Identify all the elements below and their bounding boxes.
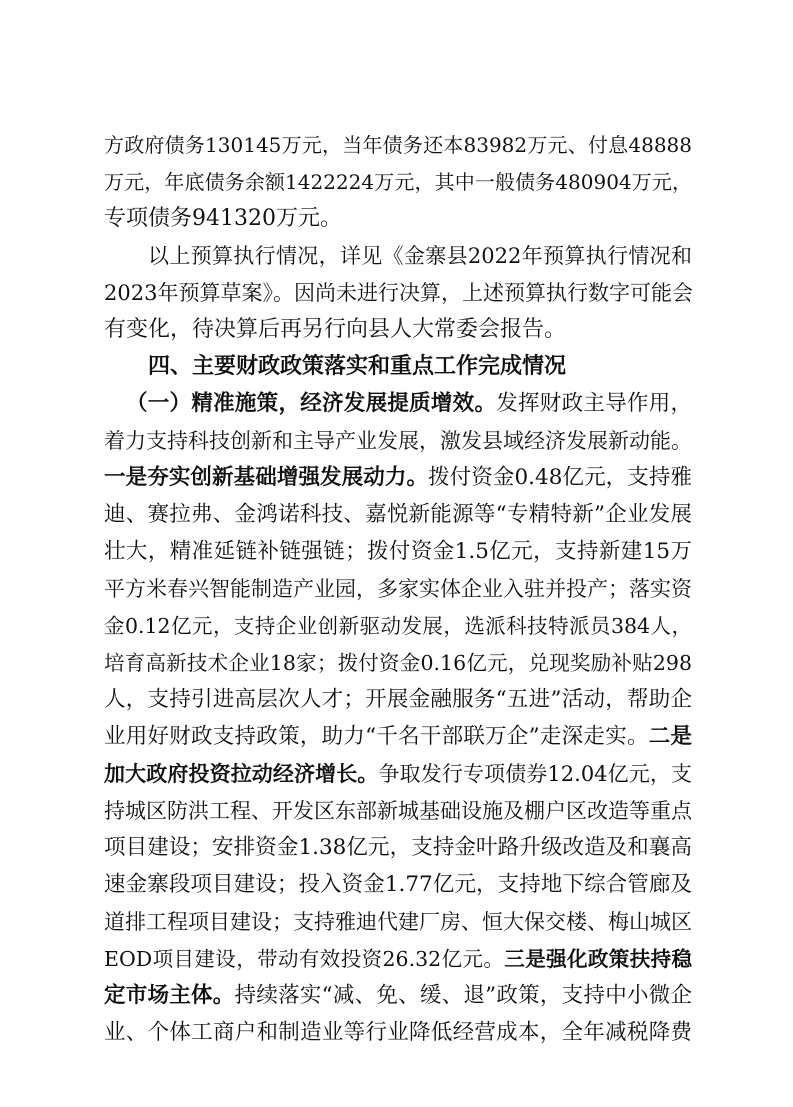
- text-run: 迪、赛拉弗、金鸿诺科技、嘉悦新能源等“专精特新”企业发展: [104, 502, 692, 527]
- text-run: 专项债务941320万元。: [104, 206, 342, 231]
- bold-run: 一是夯实创新基础增强发展动力。: [104, 465, 429, 490]
- text-run: 持城区防洪工程、开发区东部新城基础设施及棚户区改造等重点: [104, 799, 692, 823]
- text-line: [104, 204, 692, 234]
- text-line: [104, 315, 692, 345]
- text-run: 以上预算执行情况，详见《金寨县2022年预算执行情况和: [148, 244, 692, 268]
- text-line: [104, 537, 692, 567]
- text-line: [104, 981, 692, 1011]
- text-run: 拨付资金0.48亿元，支持雅: [428, 465, 692, 490]
- text-run: 业用好财政支持政策，助力“千名干部联万企”走深走实。: [104, 724, 649, 749]
- text-line: [104, 870, 692, 900]
- text-line: [104, 426, 692, 456]
- text-run: 着力支持科技创新和主导产业发展，激发县域经济发展新动能。: [104, 429, 692, 453]
- bold-run: 定市场主体。: [104, 983, 235, 1008]
- text-run: 方政府债务130145万元，当年债务还本83982万元、付息48888: [104, 133, 692, 157]
- text-line: [104, 278, 692, 308]
- text-line: [104, 611, 692, 641]
- text-run: 万元，年底债务余额1422224万元，其中一般债务480904万元，: [104, 170, 692, 194]
- text-run: 壮大，精准延链补链强链；拨付资金1.5亿元，支持新建15万: [104, 539, 692, 564]
- text-line: [104, 907, 692, 937]
- bold-run: （一）精准施策，经济发展提质增效。: [126, 391, 497, 416]
- text-run: EOD项目建设，带动有效投资26.32亿元。: [104, 947, 505, 971]
- heading-text: 四、主要财政政策落实和重点工作完成情况: [148, 354, 567, 379]
- text-line: [104, 463, 692, 493]
- text-run: 道排工程项目建设；支持雅迪代建厂房、恒大保交楼、梅山城区: [104, 910, 692, 934]
- bold-run: 三是强化政策扶持稳: [504, 947, 692, 971]
- text-run: 持续落实“减、免、缓、退”政策，支持中小微企: [234, 983, 692, 1008]
- text-line: [104, 648, 692, 678]
- text-line: [104, 833, 692, 863]
- text-line: [104, 796, 692, 826]
- text-run: 项目建设；安排资金1.38亿元，支持金叶路升级改造及和襄高: [104, 835, 692, 860]
- text-run: 人，支持引进高层次人才；开展金融服务“五进”活动，帮助企: [104, 687, 692, 712]
- text-line: [104, 574, 692, 604]
- paragraph-first-line: [148, 241, 692, 271]
- text-line: [104, 1018, 692, 1048]
- text-line: [104, 130, 692, 160]
- text-line: [104, 685, 692, 715]
- bold-run: 加大政府投资拉动经济增长。: [104, 762, 379, 786]
- text-line: [104, 722, 692, 752]
- text-run: 争取发行专项债券12.04亿元，支: [378, 762, 692, 786]
- text-line: [104, 759, 692, 789]
- text-run: 培育高新技术企业18家；拨付资金0.16亿元，兑现奖励补贴298: [104, 651, 692, 675]
- section-heading: [148, 352, 692, 382]
- text-line: [104, 167, 692, 197]
- text-line: [104, 944, 692, 974]
- text-run: 业、个体工商户和制造业等行业降低经营成本，全年减税降费: [104, 1020, 692, 1045]
- text-run: 平方米春兴智能制造产业园，多家实体企业入驻并投产；落实资: [104, 577, 692, 601]
- paragraph-first-line: [126, 389, 692, 419]
- text-line: [104, 500, 692, 530]
- text-run: 有变化，待决算后再另行向县人大常委会报告。: [104, 317, 567, 342]
- text-run: 金0.12亿元，支持企业创新驱动发展，选派科技特派员384人，: [104, 614, 692, 638]
- bold-run: 二是: [648, 724, 692, 749]
- text-run: 2023年预算草案》。因尚未进行决算，上述预算执行数字可能会: [104, 281, 693, 305]
- text-run: 发挥财政主导作用，: [496, 391, 692, 416]
- text-run: 速金寨段项目建设；投入资金1.77亿元，支持地下综合管廊及: [104, 872, 692, 897]
